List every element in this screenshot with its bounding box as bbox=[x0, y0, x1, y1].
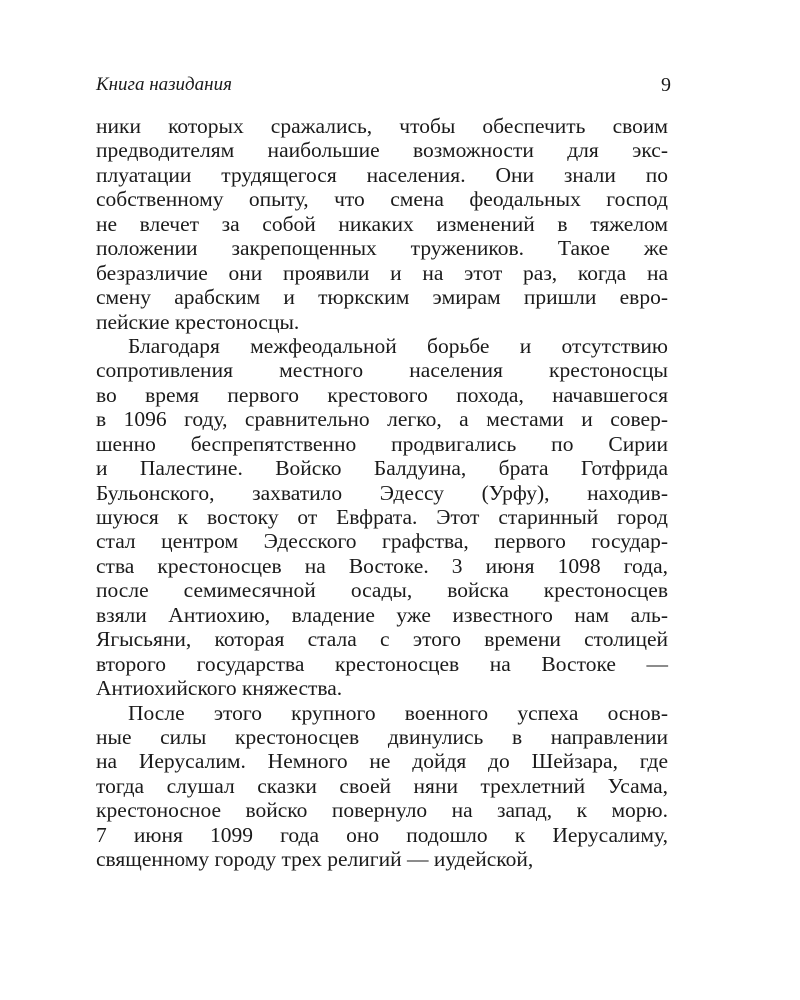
text-line: Ягысьяни, которая стала с этого времени столицей bbox=[96, 627, 668, 652]
text-line: во время первого крестового похода, начавшегося bbox=[96, 382, 668, 407]
text-line: ства крестоносцев на Востоке. 3 июня 1098 года, bbox=[96, 553, 668, 578]
text-line: Бульонского, захватило Эдессу (Урфу), находив- bbox=[96, 480, 668, 505]
text-line: тогда слушал сказки своей няни трехлетний Усама, bbox=[96, 773, 668, 798]
text-line: 7 июня 1099 года оно подошло к Иерусалиму, bbox=[96, 822, 668, 847]
text-line: взяли Антиохию, владение уже известного нам аль- bbox=[96, 602, 668, 627]
text-line: сопротивления местного населения крестоносцы bbox=[96, 358, 668, 383]
text-line: не влечет за собой никаких изменений в тяжелом bbox=[96, 211, 668, 236]
text-line: предводителям наибольшие возможности для экс- bbox=[96, 138, 668, 163]
text-line: на Иерусалим. Немного не дойдя до Шейзара, где bbox=[96, 749, 668, 774]
text-line: плуатации трудящегося населения. Они знали по bbox=[96, 162, 668, 187]
text-line: крестоносное войско повернуло на запад, к морю. bbox=[96, 798, 668, 823]
text-line: смену арабским и тюркским эмирам пришли евро- bbox=[96, 285, 668, 310]
text-line: после семимесячной осады, войска крестоносцев bbox=[96, 578, 668, 603]
text-line: После этого крупного военного успеха основ- bbox=[128, 700, 668, 725]
text-line: безразличие они проявили и на этот раз, когда на bbox=[96, 260, 668, 285]
text-line: шенно беспрепятственно продвигались по Сирии bbox=[96, 431, 668, 456]
text-line: стал центром Эдесского графства, первого государ- bbox=[96, 529, 668, 554]
text-line: ники которых сражались, чтобы обеспечить своим bbox=[96, 114, 668, 138]
paragraph bbox=[96, 701, 668, 872]
text-line: ные силы крестоносцев двинулись в направлении bbox=[96, 724, 668, 749]
text-line: Антиохийского княжества. bbox=[96, 676, 343, 701]
body-text bbox=[96, 114, 668, 872]
paragraph bbox=[96, 334, 668, 701]
text-line: положении закрепощенных тружеников. Такое же bbox=[96, 236, 668, 261]
text-line: пейские крестоносцы. bbox=[96, 309, 300, 334]
text-line: священному городу трех религий — иудейской, bbox=[96, 847, 534, 872]
running-head bbox=[96, 72, 671, 98]
text-line: и Палестине. Войско Балдуина, брата Готфрида bbox=[96, 456, 668, 481]
text-line: собственному опыту, что смена феодальных господ bbox=[96, 187, 668, 212]
running-title: Книга назидания bbox=[96, 74, 232, 95]
text-line: Благодаря межфеодальной борьбе и отсутствию bbox=[128, 333, 668, 358]
page-number: 9 bbox=[661, 74, 671, 96]
text-line: второго государства крестоносцев на Востоке — bbox=[96, 651, 668, 676]
text-line: в 1096 году, сравнительно легко, а местами и совер- bbox=[96, 407, 668, 432]
text-line: шуюся к востоку от Евфрата. Этот старинный город bbox=[96, 505, 668, 529]
paragraph bbox=[96, 114, 668, 334]
